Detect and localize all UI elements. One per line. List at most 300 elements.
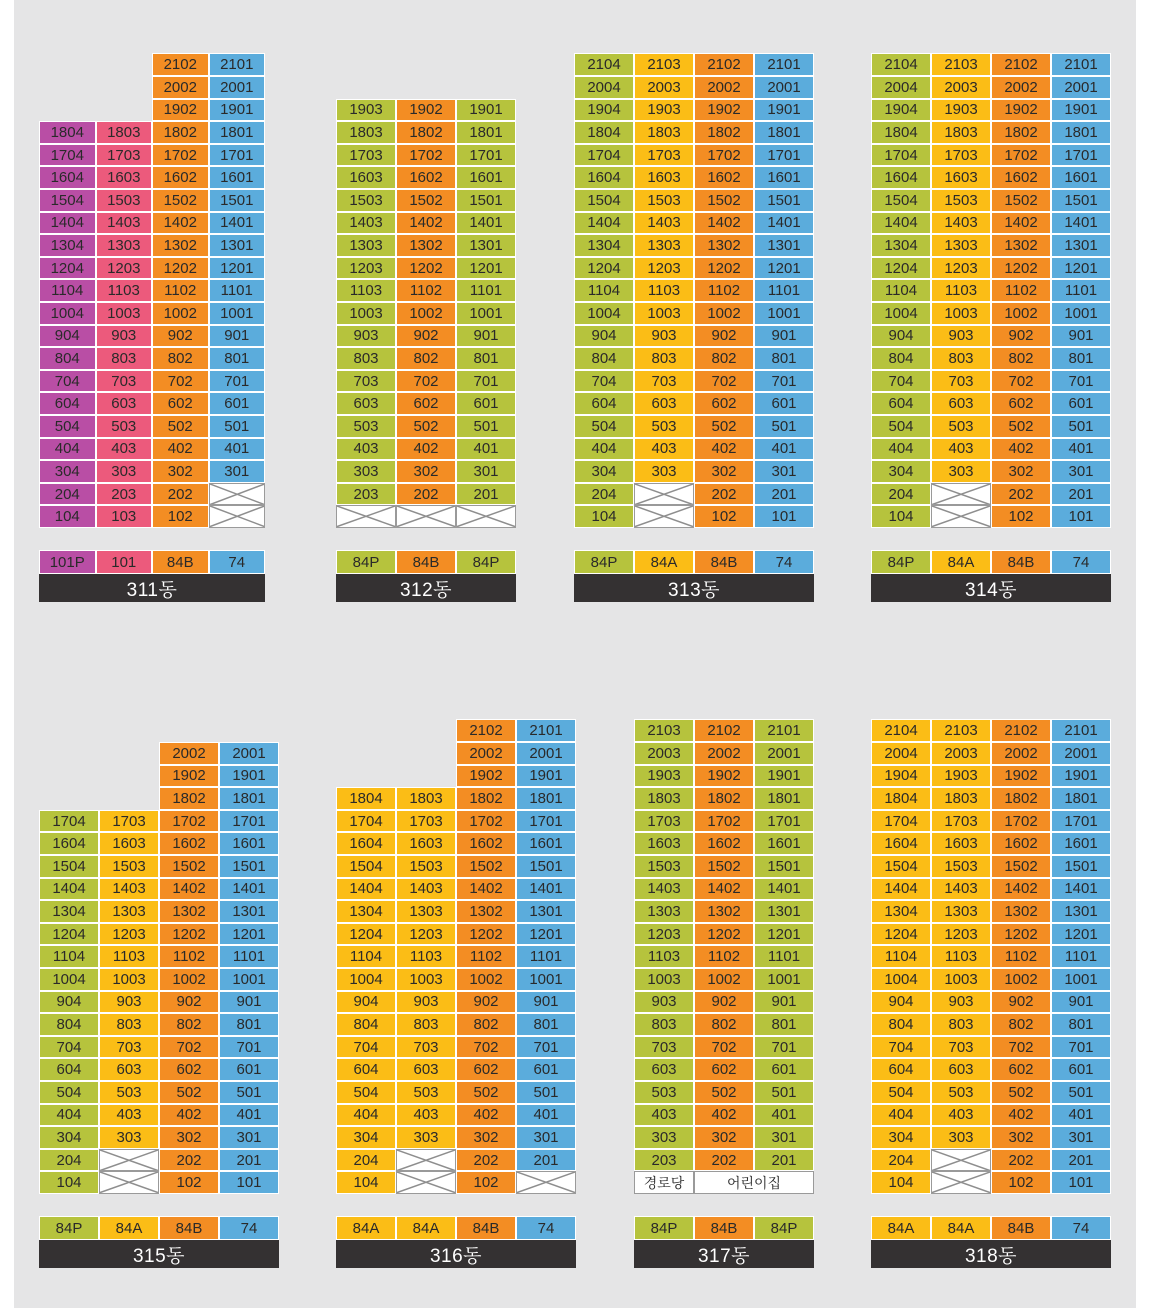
unit-cell: 1704 bbox=[871, 144, 931, 167]
unit-cell: 204 bbox=[871, 1149, 931, 1172]
unit-cell: 801 bbox=[516, 1013, 576, 1036]
unit-cell: 702 bbox=[159, 1036, 219, 1059]
empty-unit bbox=[396, 505, 456, 528]
unit-type-legend: 84P bbox=[754, 1216, 814, 1240]
unit-type-legend: 101 bbox=[96, 550, 153, 574]
unit-cell: 802 bbox=[991, 347, 1051, 370]
unit-cell: 1802 bbox=[694, 787, 754, 810]
unit-cell: 803 bbox=[96, 347, 153, 370]
unit-cell: 1202 bbox=[396, 257, 456, 280]
unit-cell: 1801 bbox=[516, 787, 576, 810]
unit-cell: 1302 bbox=[694, 234, 754, 257]
building-name: 318동 bbox=[871, 1240, 1111, 1268]
unit-cell: 1103 bbox=[396, 945, 456, 968]
unit-cell: 1901 bbox=[1051, 99, 1111, 122]
unit-cell: 1101 bbox=[754, 279, 814, 302]
unit-cell: 902 bbox=[159, 991, 219, 1014]
unit-cell: 1603 bbox=[396, 832, 456, 855]
unit-cell: 301 bbox=[456, 460, 516, 483]
unit-cell: 1703 bbox=[634, 144, 694, 167]
unit-cell: 1301 bbox=[209, 234, 266, 257]
unit-cell: 1201 bbox=[456, 257, 516, 280]
unit-cell: 1302 bbox=[694, 900, 754, 923]
unit-cell: 403 bbox=[931, 438, 991, 461]
unit-cell: 802 bbox=[991, 1013, 1051, 1036]
unit-cell: 2002 bbox=[152, 76, 209, 99]
unit-cell: 1903 bbox=[634, 765, 694, 788]
unit-cell: 604 bbox=[871, 1058, 931, 1081]
unit-cell: 1302 bbox=[152, 234, 209, 257]
unit-cell: 1502 bbox=[396, 189, 456, 212]
unit-cell: 1303 bbox=[96, 234, 153, 257]
unit-cell: 1403 bbox=[96, 212, 153, 235]
unit-cell: 1202 bbox=[694, 257, 754, 280]
unit-cell: 1204 bbox=[871, 923, 931, 946]
unit-cell: 1803 bbox=[634, 787, 694, 810]
unit-cell: 1204 bbox=[39, 257, 96, 280]
unit-cell: 901 bbox=[516, 991, 576, 1014]
building-map-panel bbox=[14, 0, 1136, 1308]
unit-cell: 1703 bbox=[336, 144, 396, 167]
unit-cell: 402 bbox=[159, 1104, 219, 1127]
building-name: 313동 bbox=[574, 574, 814, 602]
unit-cell: 304 bbox=[574, 460, 634, 483]
unit-cell: 201 bbox=[1051, 483, 1111, 506]
unit-cell: 1603 bbox=[931, 166, 991, 189]
unit-cell: 303 bbox=[396, 1126, 456, 1149]
unit-cell: 1103 bbox=[96, 279, 153, 302]
unit-cell: 1803 bbox=[336, 121, 396, 144]
unit-cell: 902 bbox=[694, 325, 754, 348]
unit-cell: 102 bbox=[694, 505, 754, 528]
unit-cell: 701 bbox=[1051, 370, 1111, 393]
unit-cell: 1603 bbox=[634, 166, 694, 189]
unit-cell: 701 bbox=[754, 370, 814, 393]
unit-cell: 1203 bbox=[96, 257, 153, 280]
unit-cell: 1102 bbox=[991, 279, 1051, 302]
unit-cell: 1402 bbox=[456, 878, 516, 901]
unit-cell: 803 bbox=[336, 347, 396, 370]
unit-cell: 104 bbox=[39, 505, 96, 528]
unit-cell: 601 bbox=[1051, 392, 1111, 415]
unit-cell: 1204 bbox=[871, 257, 931, 280]
unit-cell: 601 bbox=[1051, 1058, 1111, 1081]
unit-cell: 202 bbox=[694, 483, 754, 506]
unit-cell: 702 bbox=[991, 1036, 1051, 1059]
unit-cell: 502 bbox=[396, 415, 456, 438]
unit-cell: 1202 bbox=[694, 923, 754, 946]
unit-cell: 1404 bbox=[871, 878, 931, 901]
unit-cell: 303 bbox=[336, 460, 396, 483]
unit-cell: 1101 bbox=[1051, 279, 1111, 302]
unit-cell: 1303 bbox=[634, 900, 694, 923]
unit-cell: 904 bbox=[39, 991, 99, 1014]
unit-cell: 701 bbox=[754, 1036, 814, 1059]
unit-cell: 1001 bbox=[754, 968, 814, 991]
unit-cell: 101 bbox=[219, 1171, 279, 1194]
unit-cell: 1003 bbox=[634, 968, 694, 991]
unit-cell: 2102 bbox=[456, 719, 516, 742]
unit-cell: 201 bbox=[1051, 1149, 1111, 1172]
unit-cell: 701 bbox=[516, 1036, 576, 1059]
unit-cell: 1704 bbox=[574, 144, 634, 167]
unit-cell: 1902 bbox=[396, 99, 456, 122]
unit-cell: 1301 bbox=[1051, 900, 1111, 923]
unit-cell: 2002 bbox=[159, 742, 219, 765]
unit-cell: 1601 bbox=[754, 832, 814, 855]
unit-type-legend: 84B bbox=[396, 550, 456, 574]
unit-cell: 801 bbox=[1051, 347, 1111, 370]
unit-cell: 1003 bbox=[99, 968, 159, 991]
unit-cell: 1604 bbox=[39, 832, 99, 855]
unit-cell: 2001 bbox=[209, 76, 266, 99]
unit-cell: 2101 bbox=[209, 53, 266, 76]
unit-cell: 1603 bbox=[99, 832, 159, 855]
unit-cell: 1304 bbox=[39, 900, 99, 923]
unit-cell: 2101 bbox=[516, 719, 576, 742]
facility-cell: 경로당 bbox=[634, 1171, 694, 1194]
empty-unit bbox=[931, 1149, 991, 1172]
empty-unit bbox=[396, 1171, 456, 1194]
unit-cell: 203 bbox=[634, 1149, 694, 1172]
unit-type-legend: 84P bbox=[456, 550, 516, 574]
unit-cell: 802 bbox=[159, 1013, 219, 1036]
unit-cell: 1602 bbox=[991, 166, 1051, 189]
unit-cell: 1601 bbox=[456, 166, 516, 189]
unit-cell: 1403 bbox=[931, 212, 991, 235]
unit-cell: 2104 bbox=[871, 53, 931, 76]
unit-cell: 1201 bbox=[754, 923, 814, 946]
unit-cell: 403 bbox=[634, 438, 694, 461]
unit-cell: 1202 bbox=[991, 923, 1051, 946]
unit-cell: 704 bbox=[871, 370, 931, 393]
unit-cell: 1702 bbox=[694, 144, 754, 167]
unit-cell: 1504 bbox=[871, 189, 931, 212]
unit-cell: 1103 bbox=[336, 279, 396, 302]
unit-cell: 702 bbox=[152, 370, 209, 393]
unit-cell: 401 bbox=[754, 1104, 814, 1127]
unit-cell: 1203 bbox=[396, 923, 456, 946]
unit-cell: 2102 bbox=[694, 719, 754, 742]
unit-cell: 601 bbox=[754, 1058, 814, 1081]
unit-cell: 1001 bbox=[456, 302, 516, 325]
unit-cell: 804 bbox=[336, 1013, 396, 1036]
unit-cell: 1402 bbox=[159, 878, 219, 901]
unit-cell: 304 bbox=[871, 1126, 931, 1149]
unit-cell: 1303 bbox=[336, 234, 396, 257]
unit-cell: 401 bbox=[754, 438, 814, 461]
unit-cell: 903 bbox=[634, 325, 694, 348]
unit-cell: 401 bbox=[209, 438, 266, 461]
unit-cell: 304 bbox=[871, 460, 931, 483]
unit-cell: 901 bbox=[456, 325, 516, 348]
unit-cell: 1802 bbox=[456, 787, 516, 810]
unit-cell: 2103 bbox=[634, 53, 694, 76]
unit-cell: 1203 bbox=[634, 257, 694, 280]
unit-cell: 1701 bbox=[456, 144, 516, 167]
unit-cell: 1402 bbox=[694, 878, 754, 901]
unit-cell: 1403 bbox=[634, 212, 694, 235]
unit-cell: 1901 bbox=[754, 765, 814, 788]
unit-cell: 1801 bbox=[456, 121, 516, 144]
unit-cell: 2003 bbox=[931, 76, 991, 99]
unit-cell: 1404 bbox=[39, 878, 99, 901]
unit-cell: 403 bbox=[96, 438, 153, 461]
building-name: 317동 bbox=[634, 1240, 814, 1268]
unit-cell: 1502 bbox=[159, 855, 219, 878]
unit-type-legend: 84P bbox=[634, 1216, 694, 1240]
unit-cell: 1301 bbox=[1051, 234, 1111, 257]
unit-cell: 803 bbox=[931, 1013, 991, 1036]
unit-cell: 1501 bbox=[754, 189, 814, 212]
unit-cell: 704 bbox=[574, 370, 634, 393]
unit-cell: 1902 bbox=[694, 99, 754, 122]
unit-cell: 2103 bbox=[634, 719, 694, 742]
unit-cell: 1501 bbox=[209, 189, 266, 212]
unit-cell: 1002 bbox=[159, 968, 219, 991]
unit-cell: 1001 bbox=[1051, 968, 1111, 991]
unit-cell: 203 bbox=[96, 483, 153, 506]
unit-cell: 1101 bbox=[456, 279, 516, 302]
unit-cell: 301 bbox=[754, 1126, 814, 1149]
unit-cell: 404 bbox=[336, 1104, 396, 1127]
unit-cell: 1502 bbox=[456, 855, 516, 878]
unit-cell: 2104 bbox=[574, 53, 634, 76]
unit-cell: 1601 bbox=[209, 166, 266, 189]
unit-cell: 1801 bbox=[1051, 787, 1111, 810]
unit-cell: 403 bbox=[336, 438, 396, 461]
unit-cell: 201 bbox=[456, 483, 516, 506]
unit-type-legend: 84P bbox=[574, 550, 634, 574]
unit-type-legend: 101P bbox=[39, 550, 96, 574]
unit-cell: 204 bbox=[336, 1149, 396, 1172]
unit-cell: 1701 bbox=[209, 144, 266, 167]
unit-cell: 1903 bbox=[931, 765, 991, 788]
unit-cell: 2002 bbox=[694, 76, 754, 99]
unit-type-legend: 84B bbox=[152, 550, 209, 574]
unit-cell: 1603 bbox=[96, 166, 153, 189]
unit-cell: 1703 bbox=[96, 144, 153, 167]
unit-type-legend: 84B bbox=[991, 1216, 1051, 1240]
unit-cell: 1203 bbox=[931, 257, 991, 280]
unit-cell: 501 bbox=[754, 415, 814, 438]
unit-type-legend: 84A bbox=[336, 1216, 396, 1240]
unit-cell: 502 bbox=[694, 415, 754, 438]
unit-type-legend: 84P bbox=[39, 1216, 99, 1240]
unit-cell: 1404 bbox=[574, 212, 634, 235]
unit-cell: 1103 bbox=[634, 279, 694, 302]
unit-type-legend: 74 bbox=[219, 1216, 279, 1240]
unit-cell: 201 bbox=[516, 1149, 576, 1172]
unit-cell: 1802 bbox=[159, 787, 219, 810]
unit-cell: 504 bbox=[871, 415, 931, 438]
unit-cell: 1401 bbox=[219, 878, 279, 901]
unit-cell: 604 bbox=[574, 392, 634, 415]
unit-cell: 302 bbox=[694, 460, 754, 483]
unit-cell: 1204 bbox=[336, 923, 396, 946]
unit-cell: 101 bbox=[1051, 1171, 1111, 1194]
unit-cell: 2002 bbox=[991, 76, 1051, 99]
unit-cell: 802 bbox=[152, 347, 209, 370]
unit-cell: 501 bbox=[209, 415, 266, 438]
building-name: 311동 bbox=[39, 574, 265, 602]
unit-cell: 1703 bbox=[931, 810, 991, 833]
unit-cell: 803 bbox=[634, 347, 694, 370]
unit-cell: 1501 bbox=[219, 855, 279, 878]
unit-cell: 1303 bbox=[99, 900, 159, 923]
unit-cell: 1303 bbox=[396, 900, 456, 923]
unit-cell: 901 bbox=[209, 325, 266, 348]
unit-cell: 2103 bbox=[931, 719, 991, 742]
unit-cell: 1203 bbox=[634, 923, 694, 946]
empty-unit bbox=[456, 505, 516, 528]
unit-cell: 1504 bbox=[39, 855, 99, 878]
unit-cell: 1204 bbox=[39, 923, 99, 946]
unit-cell: 2104 bbox=[871, 719, 931, 742]
unit-cell: 101 bbox=[754, 505, 814, 528]
empty-unit bbox=[396, 1149, 456, 1172]
unit-cell: 1503 bbox=[634, 855, 694, 878]
unit-cell: 701 bbox=[456, 370, 516, 393]
unit-type-legend: 84P bbox=[336, 550, 396, 574]
unit-cell: 1201 bbox=[516, 923, 576, 946]
unit-cell: 1703 bbox=[99, 810, 159, 833]
unit-cell: 2002 bbox=[694, 742, 754, 765]
unit-cell: 1003 bbox=[931, 302, 991, 325]
unit-cell: 1304 bbox=[871, 900, 931, 923]
unit-cell: 1902 bbox=[991, 765, 1051, 788]
unit-cell: 501 bbox=[456, 415, 516, 438]
unit-cell: 2102 bbox=[694, 53, 754, 76]
unit-cell: 1503 bbox=[99, 855, 159, 878]
unit-cell: 701 bbox=[219, 1036, 279, 1059]
unit-cell: 1802 bbox=[396, 121, 456, 144]
unit-cell: 1503 bbox=[336, 189, 396, 212]
unit-cell: 1001 bbox=[209, 302, 266, 325]
unit-cell: 1702 bbox=[694, 810, 754, 833]
unit-cell: 1803 bbox=[96, 121, 153, 144]
unit-cell: 1801 bbox=[754, 787, 814, 810]
unit-cell: 1401 bbox=[456, 212, 516, 235]
unit-cell: 1503 bbox=[931, 189, 991, 212]
unit-cell: 1801 bbox=[1051, 121, 1111, 144]
unit-cell: 1502 bbox=[991, 855, 1051, 878]
unit-cell: 2001 bbox=[754, 76, 814, 99]
building-name: 312동 bbox=[336, 574, 516, 602]
unit-cell: 1302 bbox=[396, 234, 456, 257]
unit-cell: 903 bbox=[931, 991, 991, 1014]
unit-cell: 302 bbox=[991, 1126, 1051, 1149]
unit-cell: 802 bbox=[456, 1013, 516, 1036]
unit-cell: 1102 bbox=[152, 279, 209, 302]
unit-cell: 1903 bbox=[931, 99, 991, 122]
unit-cell: 1402 bbox=[991, 212, 1051, 235]
unit-cell: 104 bbox=[871, 1171, 931, 1194]
unit-cell: 1403 bbox=[336, 212, 396, 235]
unit-cell: 402 bbox=[991, 1104, 1051, 1127]
unit-cell: 803 bbox=[634, 1013, 694, 1036]
unit-cell: 302 bbox=[396, 460, 456, 483]
unit-cell: 602 bbox=[396, 392, 456, 415]
unit-cell: 1301 bbox=[219, 900, 279, 923]
unit-cell: 603 bbox=[931, 392, 991, 415]
unit-cell: 1702 bbox=[991, 144, 1051, 167]
unit-cell: 1102 bbox=[694, 279, 754, 302]
unit-cell: 801 bbox=[754, 347, 814, 370]
empty-unit bbox=[99, 1171, 159, 1194]
unit-cell: 1702 bbox=[991, 810, 1051, 833]
unit-cell: 703 bbox=[931, 1036, 991, 1059]
unit-type-legend: 84A bbox=[634, 550, 694, 574]
unit-type-legend: 74 bbox=[1051, 550, 1111, 574]
unit-cell: 902 bbox=[694, 991, 754, 1014]
empty-unit bbox=[931, 483, 991, 506]
unit-cell: 1503 bbox=[634, 189, 694, 212]
unit-cell: 704 bbox=[39, 1036, 99, 1059]
unit-cell: 301 bbox=[1051, 460, 1111, 483]
unit-cell: 604 bbox=[39, 392, 96, 415]
unit-cell: 204 bbox=[574, 483, 634, 506]
unit-cell: 1601 bbox=[1051, 166, 1111, 189]
unit-cell: 303 bbox=[96, 460, 153, 483]
unit-cell: 103 bbox=[96, 505, 153, 528]
unit-cell: 401 bbox=[1051, 1104, 1111, 1127]
unit-cell: 704 bbox=[336, 1036, 396, 1059]
unit-cell: 804 bbox=[39, 1013, 99, 1036]
unit-cell: 1804 bbox=[336, 787, 396, 810]
unit-cell: 1302 bbox=[456, 900, 516, 923]
unit-cell: 501 bbox=[516, 1081, 576, 1104]
unit-cell: 1103 bbox=[931, 279, 991, 302]
unit-cell: 402 bbox=[991, 438, 1051, 461]
empty-unit bbox=[516, 1171, 576, 1194]
unit-cell: 903 bbox=[931, 325, 991, 348]
unit-cell: 303 bbox=[931, 460, 991, 483]
unit-cell: 301 bbox=[209, 460, 266, 483]
unit-cell: 603 bbox=[96, 392, 153, 415]
unit-cell: 804 bbox=[871, 347, 931, 370]
unit-cell: 204 bbox=[39, 483, 96, 506]
unit-cell: 403 bbox=[634, 1104, 694, 1127]
unit-cell: 1804 bbox=[574, 121, 634, 144]
unit-cell: 1702 bbox=[456, 810, 516, 833]
unit-cell: 1104 bbox=[574, 279, 634, 302]
unit-cell: 801 bbox=[219, 1013, 279, 1036]
unit-type-legend: 84P bbox=[871, 550, 931, 574]
unit-cell: 1102 bbox=[694, 945, 754, 968]
unit-cell: 1301 bbox=[456, 234, 516, 257]
unit-cell: 301 bbox=[1051, 1126, 1111, 1149]
unit-type-legend: 84A bbox=[931, 550, 991, 574]
unit-cell: 902 bbox=[152, 325, 209, 348]
unit-cell: 2001 bbox=[516, 742, 576, 765]
unit-cell: 102 bbox=[159, 1171, 219, 1194]
unit-cell: 502 bbox=[991, 415, 1051, 438]
unit-cell: 1902 bbox=[152, 99, 209, 122]
unit-cell: 1402 bbox=[152, 212, 209, 235]
unit-cell: 1102 bbox=[991, 945, 1051, 968]
unit-type-legend: 74 bbox=[516, 1216, 576, 1240]
unit-cell: 303 bbox=[634, 460, 694, 483]
unit-cell: 804 bbox=[871, 1013, 931, 1036]
unit-cell: 2001 bbox=[1051, 76, 1111, 99]
unit-cell: 1702 bbox=[396, 144, 456, 167]
unit-cell: 604 bbox=[871, 392, 931, 415]
unit-cell: 1401 bbox=[754, 878, 814, 901]
unit-cell: 603 bbox=[99, 1058, 159, 1081]
unit-cell: 1201 bbox=[209, 257, 266, 280]
unit-cell: 1002 bbox=[152, 302, 209, 325]
